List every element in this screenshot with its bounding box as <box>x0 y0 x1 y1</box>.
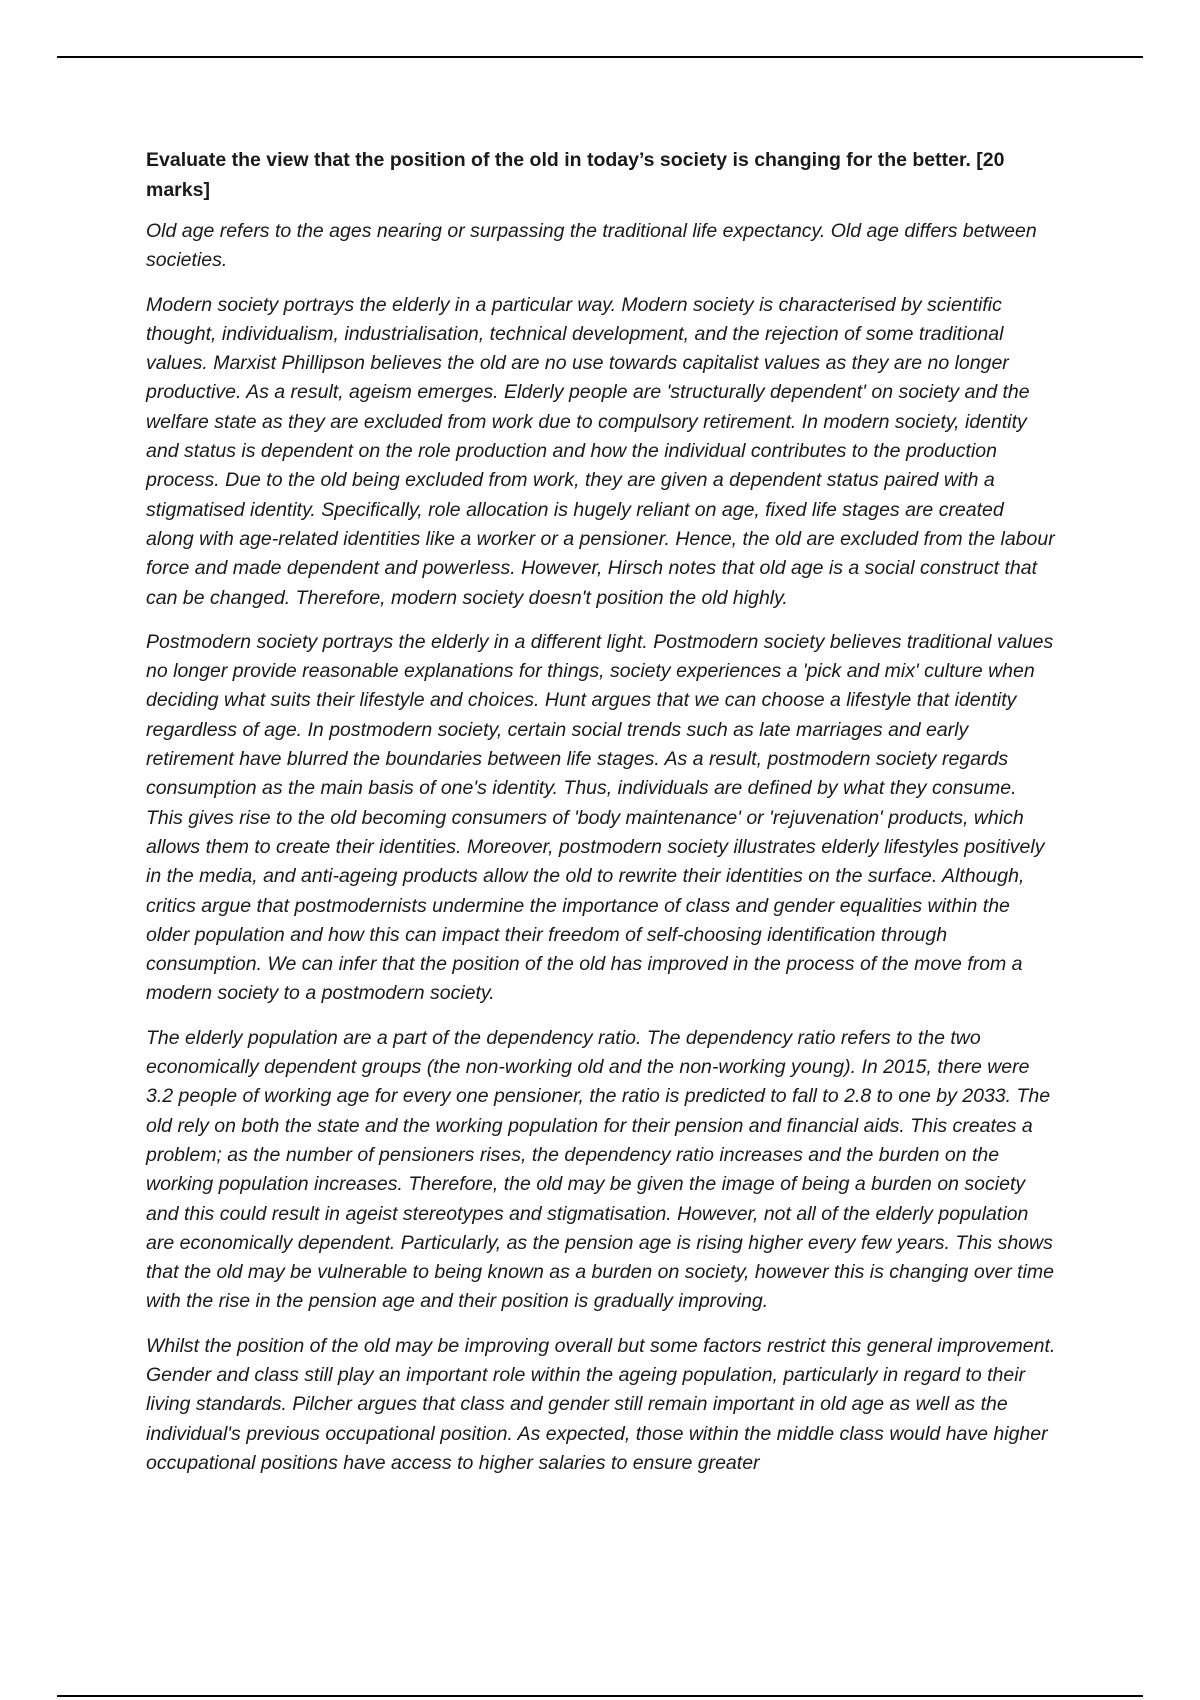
footer-rule <box>57 1695 1143 1697</box>
paragraph-dependency-ratio: The elderly population are a part of the dependency ratio. The dependency ratio refers to the two economically dependent groups (the non-working old and the non-working young). In 2015, there were 3.2 people of working age for every one pensioner, the ratio is predicted to fall to 2.8 to one by 2033. The old rely on both the state and the working population for their pension and financial aids. This creates a problem; as the number of pensioners rises, the dependency ratio increases and the burden on the working population increases. Therefore, the old may be given the image of being a burden on society and this could result in ageist stereotypes and stigmatisation. However, not all of the elderly population are economically dependent. Particularly, as the pension age is rising higher every few years. This shows that the old may be vulnerable to being known as a burden on society, however this is changing over time with the rise in the pension age and their position is gradually improving. <box>146 1026 1055 1313</box>
header-rule <box>57 56 1143 58</box>
paragraph-class-gender: Whilst the position of the old may be improving overall but some factors restrict this general improvement. Gender and class still play an important role within the ageing population, particularly in regard to their living standards. Pilcher argues that class and gender still remain important in old age as well as the individual's previous occupational position. As expected, those within the middle class would have higher occupational positions have access to higher salaries to ensure greater <box>146 1334 1056 1474</box>
paragraph-definition: Old age refers to the ages nearing or surpassing the traditional life expectancy. Old age differs between societies. <box>146 220 1037 272</box>
paragraph-modern-society: Modern society portrays the elderly in a particular way. Modern society is characterised by scientific thought, individualism, industrialisation, technical development, and the rejection of some traditional values. Marxist Phillipson believes the old are no use towards capitalist values as they are no longer productive. As a result, ageism emerges. Elderly people are 'structurally dependent' on society and the welfare state as they are excluded from work due to compulsory retirement. In modern society, identity and status is dependent on the role production and how the individual contributes to the production process. Due to the old being excluded from work, they are given a dependent status paired with a stigmatised identity. Specifically, role allocation is hugely reliant on age, fixed life stages are created along with age-related identities like a worker or a pensioner. Hence, the old are excluded from the labour force and made dependent and powerless. However, Hirsch notes that old age is a social construct that can be changed. Therefore, modern society doesn't position the old highly. <box>146 293 1055 609</box>
document-body <box>146 145 1056 1493</box>
paragraph-postmodern-society: Postmodern society portrays the elderly in a different light. Postmodern society believes traditional values no longer provide reasonable explanations for things, society experiences a 'pick and mix' culture when deciding what suits their lifestyle and choices. Hunt argues that we can choose a lifestyle that identity regardless of age. In postmodern society, certain social trends such as late marriages and early retirement have blurred the boundaries between life stages. As a result, postmodern society regards consumption as the main basis of one's identity. Thus, individuals are defined by what they consume. This gives rise to the old becoming consumers of 'body maintenance' or 'rejuvenation' products, which allows them to create their identities. Moreover, postmodern society illustrates elderly lifestyles positively in the media, and anti-ageing products allow the old to rewrite their identities on the surface. Although, critics argue that postmodernists undermine the importance of class and gender equalities within the older population and how this can impact their freedom of self-choosing identification through consumption. We can infer that the position of the old has improved in the process of the move from a modern society to a postmodern society. <box>146 630 1054 1005</box>
essay-question: Evaluate the view that the position of the old in today’s society is changing for the better. [20 marks] <box>146 149 1005 201</box>
